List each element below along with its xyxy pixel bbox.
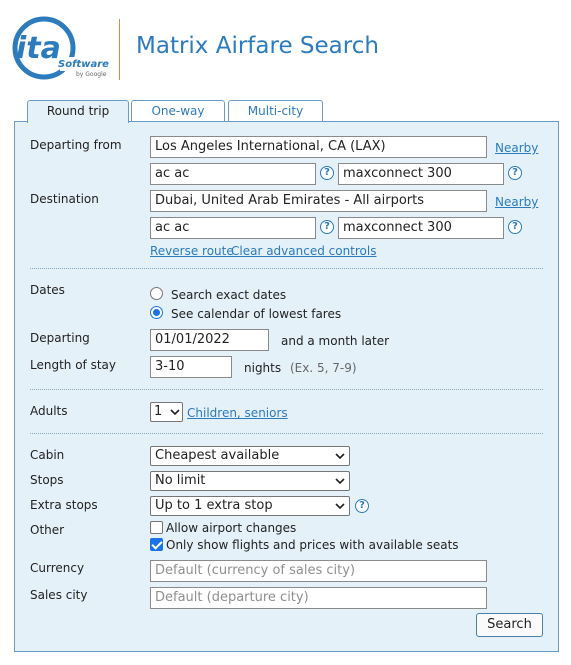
- section-divider: [30, 433, 543, 434]
- destination-input[interactable]: Dubai, United Arab Emirates - All airports: [150, 190, 487, 212]
- help-icon[interactable]: ?: [320, 166, 334, 180]
- cabin-select[interactable]: [150, 446, 350, 466]
- stops-label: Stops: [30, 473, 64, 487]
- help-icon[interactable]: ?: [508, 166, 522, 180]
- exact-dates-label: Search exact dates: [171, 288, 287, 302]
- destination-routing-input[interactable]: ac ac: [150, 217, 316, 239]
- sales-city-label: Sales city: [30, 588, 88, 602]
- currency-input[interactable]: Default (currency of sales city): [150, 560, 487, 582]
- stops-value: No limit: [155, 473, 206, 488]
- allow-airport-changes-label: Allow airport changes: [166, 521, 297, 535]
- children-seniors-link[interactable]: Children, seniors: [187, 406, 288, 420]
- exact-dates-radio[interactable]: [150, 287, 163, 300]
- ita-software-logo: [10, 14, 109, 80]
- departing-date-input[interactable]: 01/01/2022: [150, 329, 269, 351]
- help-icon[interactable]: ?: [355, 499, 369, 513]
- adults-select[interactable]: [150, 402, 183, 422]
- help-icon[interactable]: ?: [508, 220, 522, 234]
- destination-label: Destination: [30, 192, 99, 206]
- stay-example: (Ex. 5, 7-9): [290, 361, 357, 375]
- reverse-route-link[interactable]: Reverse route: [150, 244, 234, 258]
- section-divider: [30, 389, 543, 390]
- search-button[interactable]: Search: [476, 613, 543, 637]
- destination-extension-input[interactable]: maxconnect 300: [338, 217, 504, 239]
- departing-suffix: and a month later: [281, 334, 390, 348]
- tab-multi-city[interactable]: Multi-city: [228, 100, 323, 122]
- available-seats-label: Only show flights and prices with available seats: [166, 538, 459, 552]
- logo-wordmark: ita: [16, 31, 61, 66]
- origin-nearby-link[interactable]: Nearby: [495, 141, 539, 155]
- length-of-stay-label: Length of stay: [30, 358, 116, 372]
- origin-extension-input[interactable]: maxconnect 300: [338, 163, 504, 185]
- stops-select[interactable]: [150, 471, 350, 491]
- logo-byline: by Google: [76, 71, 107, 78]
- destination-nearby-link[interactable]: Nearby: [495, 195, 539, 209]
- departing-label: Departing: [30, 331, 90, 345]
- currency-label: Currency: [30, 561, 85, 575]
- calendar-fares-label: See calendar of lowest fares: [171, 307, 342, 321]
- available-seats-checkbox[interactable]: [150, 538, 163, 551]
- tab-round-trip[interactable]: Round trip: [27, 100, 129, 123]
- origin-input[interactable]: Los Angeles International, CA (LAX): [150, 136, 487, 158]
- chevron-down-icon: [170, 408, 180, 416]
- extra-stops-select[interactable]: [150, 496, 350, 516]
- dates-label: Dates: [30, 283, 65, 297]
- extra-stops-value: Up to 1 extra stop: [155, 498, 273, 513]
- other-label: Other: [30, 523, 65, 537]
- extra-stops-label: Extra stops: [30, 498, 98, 512]
- help-icon[interactable]: ?: [320, 220, 334, 234]
- page-title: Matrix Airfare Search: [136, 33, 379, 59]
- nights-label: nights: [244, 361, 282, 375]
- departing-from-label: Departing from: [30, 138, 122, 152]
- search-form-panel: [14, 121, 559, 652]
- sales-city-input[interactable]: Default (departure city): [150, 587, 487, 609]
- length-of-stay-input[interactable]: 3-10: [150, 356, 232, 378]
- header-divider: [119, 19, 120, 80]
- chevron-down-icon: [335, 502, 345, 510]
- origin-routing-input[interactable]: ac ac: [150, 163, 316, 185]
- clear-advanced-link[interactable]: Clear advanced controls: [231, 244, 377, 258]
- section-divider: [30, 268, 543, 269]
- tab-one-way[interactable]: One-way: [131, 100, 225, 122]
- adults-label: Adults: [30, 404, 68, 418]
- cabin-value: Cheapest available: [155, 448, 280, 463]
- cabin-label: Cabin: [30, 448, 65, 462]
- chevron-down-icon: [335, 477, 345, 485]
- calendar-fares-radio[interactable]: [150, 306, 163, 319]
- adults-value: 1: [154, 404, 163, 419]
- allow-airport-changes-checkbox[interactable]: [150, 521, 163, 534]
- chevron-down-icon: [335, 452, 345, 460]
- logo-subtext: Software: [58, 59, 109, 70]
